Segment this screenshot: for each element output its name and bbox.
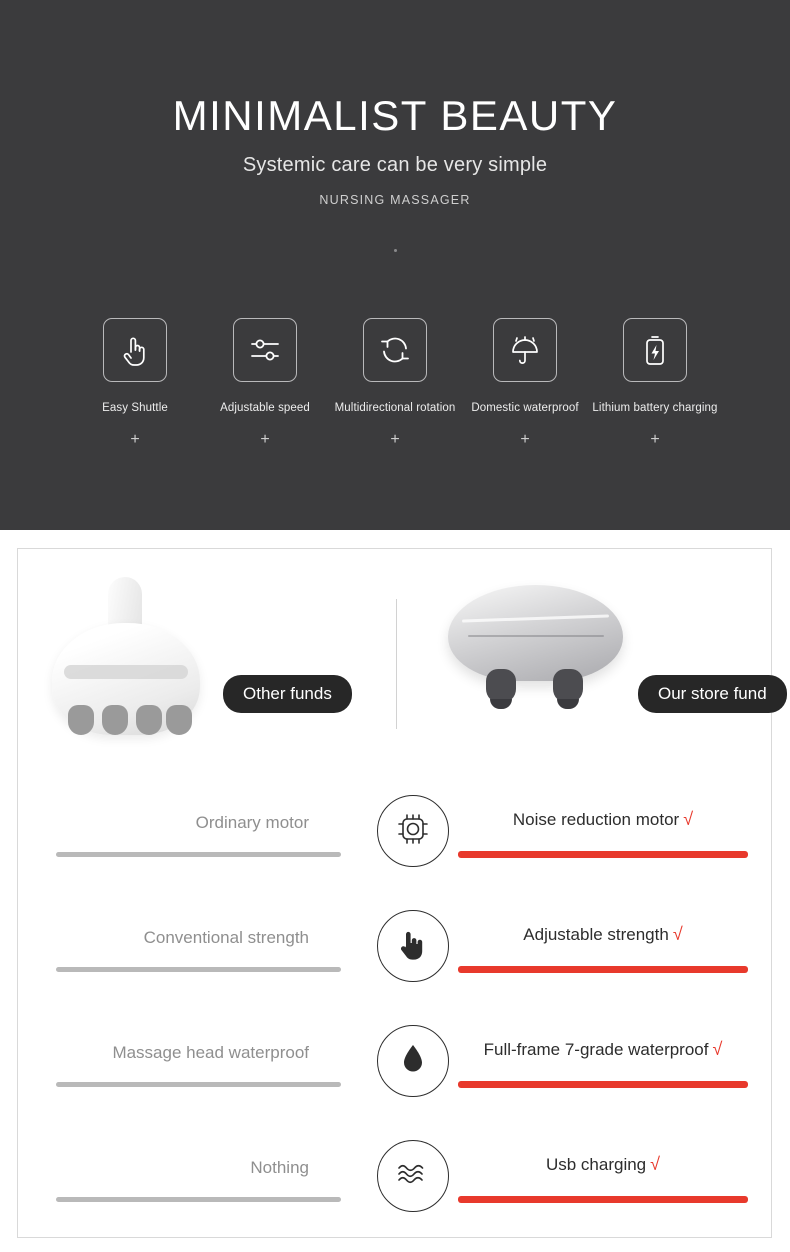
row-right-label [458,924,748,945]
vertical-divider [396,599,397,729]
row-left-label: Massage head waterproof [112,1043,309,1062]
feature-icon-box [623,318,687,382]
hero-subtitle: Systemic care can be very simple [242,154,548,176]
feature-icon-box [233,318,297,382]
row-left-bar [56,967,341,972]
row-right-label [458,1039,748,1060]
page-title: MINIMALIST BEAUTY [172,92,618,139]
check-icon: √ [712,1039,723,1059]
decorative-dot [394,249,397,252]
row-right-bar [458,1196,748,1203]
feature-label: Easy Shuttle [102,402,168,414]
feature-label: Domestic waterproof [471,402,579,414]
feature-label: Adjustable speed [220,402,310,414]
feature-item[interactable] [70,318,200,448]
row-icon-circle [377,910,449,982]
check-icon: √ [672,924,683,944]
feature-item[interactable] [590,318,720,448]
row-left-bar [56,1082,341,1087]
row-icon-circle [377,795,449,867]
row-right-text: Usb charging [545,1155,647,1174]
row-right-text: Full-frame 7-grade waterproof [483,1040,709,1059]
feature-item[interactable] [330,318,460,448]
left-pill-label: Other funds [223,675,352,713]
comparison-header [18,549,771,777]
feature-list [0,318,790,448]
white-scalp-massager-icon [46,577,206,737]
feature-plus: + [650,431,660,448]
feature-plus: + [130,431,140,448]
comparison-rows [18,777,771,1237]
right-product-image [448,577,623,722]
battery-bolt-icon [642,334,668,366]
waves-icon [393,1159,433,1194]
check-icon: √ [650,1154,661,1174]
row-right-label [458,1154,748,1175]
motor-chip-icon [393,809,433,854]
comparison-row [18,1007,771,1122]
left-product-image [46,577,206,737]
row-left-label: Nothing [250,1158,309,1177]
feature-label: Lithium battery charging [592,402,718,414]
row-right-bar [458,1081,748,1088]
hero-tagline: NURSING MASSAGER [319,193,471,207]
row-icon-circle [377,1140,449,1212]
row-icon-circle [377,1025,449,1097]
comparison-panel [17,548,772,1238]
umbrella-rain-icon [509,334,541,366]
feature-plus: + [390,431,400,448]
feature-item[interactable] [200,318,330,448]
row-right-text: Adjustable strength [523,925,669,944]
row-left-bar [56,1197,341,1202]
row-right-text: Noise reduction motor [512,810,680,829]
comparison-row [18,777,771,892]
feature-icon-box [103,318,167,382]
silver-scalp-massager-icon [448,577,623,722]
feature-item[interactable] [460,318,590,448]
feature-label: Multidirectional rotation [334,402,456,414]
row-left-bar [56,852,341,857]
feature-plus: + [520,431,530,448]
row-left-label: Ordinary motor [195,813,309,832]
hand-strength-icon [396,926,430,967]
hero-section [0,0,790,530]
row-right-bar [458,851,748,858]
feature-plus: + [260,431,270,448]
comparison-row [18,1122,771,1237]
feature-icon-box [493,318,557,382]
sliders-icon [249,335,281,365]
hand-touch-icon [120,334,150,366]
row-right-bar [458,966,748,973]
row-right-label [458,809,748,830]
water-drop-icon [400,1042,426,1081]
row-left-label: Conventional strength [143,928,309,947]
right-pill-label: Our store fund [638,675,787,713]
feature-icon-box [363,318,427,382]
check-icon: √ [683,809,694,829]
rotate-arrows-icon [379,335,411,365]
comparison-row [18,892,771,1007]
